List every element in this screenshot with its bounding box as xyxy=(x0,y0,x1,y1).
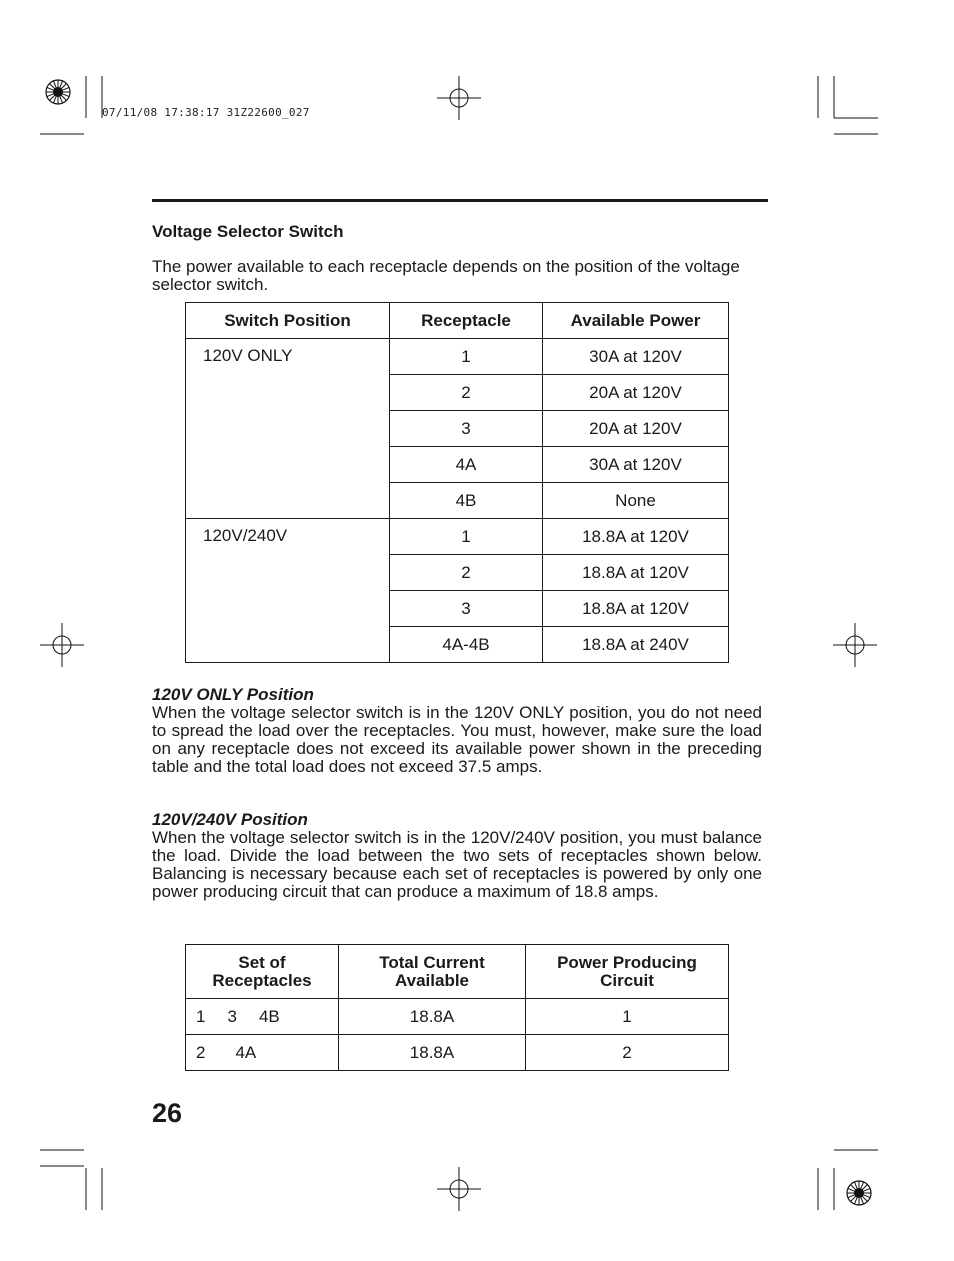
table-header-row xyxy=(186,303,729,339)
set-item: 4A xyxy=(235,1042,257,1062)
set-item: 4B xyxy=(258,1006,280,1026)
switch-position-table xyxy=(185,302,729,663)
table-row xyxy=(186,1035,729,1071)
registration-mark-top-left xyxy=(46,80,70,104)
switch-position-cell: 120V ONLY xyxy=(186,339,390,519)
set-cell xyxy=(186,999,339,1035)
receptacle-cell: 3 xyxy=(390,411,543,447)
set-cell xyxy=(186,1035,339,1071)
target-mark-right xyxy=(833,623,877,667)
target-mark-left xyxy=(40,623,84,667)
receptacle-cell: 4B xyxy=(390,483,543,519)
intro-paragraph: The power available to each receptacle depends on the position of the voltage selector switch. xyxy=(152,257,740,294)
current-cell: 18.8A xyxy=(339,1035,526,1071)
receptacle-cell: 2 xyxy=(390,555,543,591)
dual-position-heading: 120V/240V Position xyxy=(152,810,308,829)
target-mark-bottom xyxy=(437,1167,481,1211)
current-cell: 18.8A xyxy=(339,999,526,1035)
switch-position-cell: 120V/240V xyxy=(186,519,390,663)
header-label: Set of Receptacles xyxy=(212,952,312,990)
circuit-cell: 2 xyxy=(526,1035,729,1071)
receptacle-cell: 4A xyxy=(390,447,543,483)
power-cell: 18.8A at 120V xyxy=(543,555,729,591)
header-label: Total Current Available xyxy=(379,952,485,990)
print-stamp: 07/11/08 17:38:17 31Z22600_027 xyxy=(102,106,310,119)
header-power-producing-circuit xyxy=(526,945,729,999)
receptacle-cell: 3 xyxy=(390,591,543,627)
power-cell: 20A at 120V xyxy=(543,375,729,411)
circuit-cell: 1 xyxy=(526,999,729,1035)
power-cell: 30A at 120V xyxy=(543,339,729,375)
only-position-heading: 120V ONLY Position xyxy=(152,685,314,704)
power-cell: 18.8A at 120V xyxy=(543,519,729,555)
page-number: 26 xyxy=(152,1098,183,1128)
power-cell: None xyxy=(543,483,729,519)
receptacle-cell: 4A-4B xyxy=(390,627,543,663)
registration-mark-bottom-right xyxy=(847,1181,871,1205)
header-receptacle: Receptacle xyxy=(390,303,543,339)
table-row xyxy=(186,999,729,1035)
header-available-power: Available Power xyxy=(543,303,729,339)
set-item: 3 xyxy=(227,1006,237,1026)
section-title: Voltage Selector Switch xyxy=(152,222,344,241)
receptacle-cell: 2 xyxy=(390,375,543,411)
header-total-current xyxy=(339,945,526,999)
header-label: Power Producing Circuit xyxy=(557,952,697,990)
receptacle-cell: 1 xyxy=(390,339,543,375)
power-cell: 18.8A at 240V xyxy=(543,627,729,663)
receptacle-sets-table xyxy=(185,944,729,1071)
set-item: 1 xyxy=(196,1006,206,1026)
header-set-of-receptacles xyxy=(186,945,339,999)
table-header-row xyxy=(186,945,729,999)
set-item: 2 xyxy=(196,1042,206,1062)
power-cell: 20A at 120V xyxy=(543,411,729,447)
power-cell: 30A at 120V xyxy=(543,447,729,483)
only-position-paragraph: When the voltage selector switch is in the 120V ONLY position, you do not need to spread the load over the receptacles. You must, however, make sure the load on any receptacle does not exceed its available power shown in the preceding table and the total load does not exceed 37.5 amps. xyxy=(152,703,762,776)
receptacle-cell: 1 xyxy=(390,519,543,555)
header-switch-position: Switch Position xyxy=(186,303,390,339)
table-row xyxy=(186,339,729,375)
table-row xyxy=(186,519,729,555)
dual-position-paragraph: When the voltage selector switch is in the 120V/240V position, you must balance the load. Divide the load between the two sets of receptacles shown below. Balancing is necessary because each set of receptacles is powered by only one power producing circuit that can produce a maximum of 18.8 amps. xyxy=(152,828,762,901)
target-mark-top xyxy=(437,76,481,120)
top-rule xyxy=(152,199,768,202)
power-cell: 18.8A at 120V xyxy=(543,591,729,627)
